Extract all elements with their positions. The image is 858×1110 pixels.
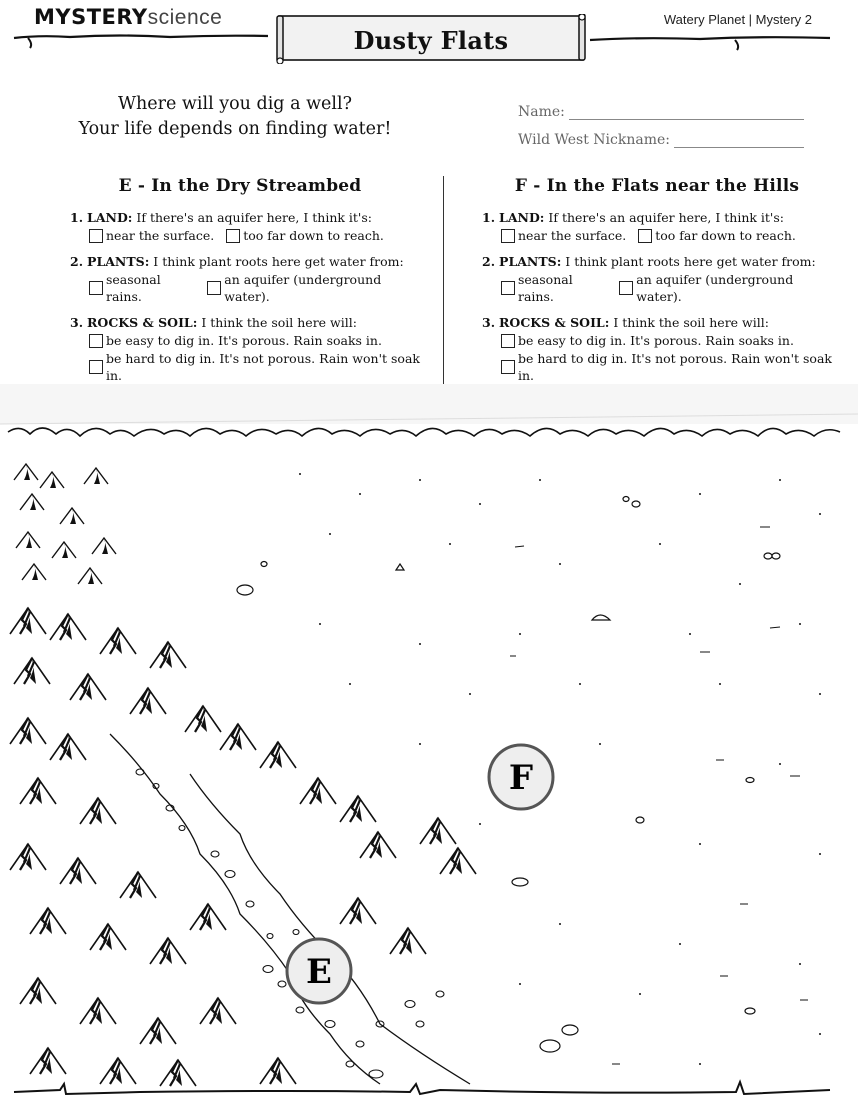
option-label: seasonal rains. — [518, 272, 573, 304]
option-label: be hard to dig in. It's not porous. Rain won't soak in. — [106, 350, 420, 383]
question-text: I think the soil here will: — [613, 315, 769, 330]
option-checkbox[interactable] — [638, 227, 796, 244]
question-number: 1. — [482, 210, 496, 225]
option-label: be easy to dig in. It's porous. Rain soaks in. — [106, 333, 382, 348]
checkbox[interactable] — [89, 360, 103, 374]
question-key: PLANTS: — [87, 254, 150, 269]
dusty-flats-map — [0, 384, 858, 1110]
question-plants — [70, 253, 420, 305]
option-checkbox[interactable] — [89, 271, 195, 305]
dry-streambed — [110, 734, 470, 1084]
checkbox[interactable] — [89, 334, 103, 348]
logo-bold-text: MYSTERY — [34, 5, 148, 29]
option-label: near the surface. — [106, 228, 215, 243]
question-number: 3. — [70, 315, 84, 330]
question-text: I think plant roots here get water from: — [153, 254, 404, 269]
question-key: LAND: — [499, 210, 545, 225]
logo-light-text: science — [147, 6, 223, 29]
question-number: 2. — [482, 254, 496, 269]
ground-specks — [299, 473, 821, 1065]
horizon-hills — [8, 428, 840, 436]
prompt — [40, 92, 430, 142]
marker-f[interactable] — [489, 745, 553, 809]
option-checkbox[interactable] — [207, 271, 420, 305]
ground-line — [14, 1082, 830, 1094]
option-label: seasonal rains. — [106, 272, 161, 304]
unit-label: Watery Planet | Mystery 2 — [663, 12, 812, 27]
question-number: 1. — [70, 210, 84, 225]
question-text: I think the soil here will: — [201, 315, 357, 330]
column-divider — [443, 176, 444, 390]
column-f-title: F - In the Flats near the Hills — [514, 176, 800, 196]
option-label: be easy to dig in. It's porous. Rain soaks in. — [518, 333, 794, 348]
name-label: Name: — [518, 104, 565, 120]
nickname-field[interactable] — [518, 120, 818, 148]
checkbox[interactable] — [501, 360, 515, 374]
name-blank[interactable] — [569, 103, 804, 120]
option-checkbox[interactable] — [501, 332, 832, 350]
checkbox[interactable] — [226, 229, 240, 243]
mountain-range — [10, 464, 476, 1086]
marker-e-label: E — [306, 952, 332, 992]
column-e-title: E - In the Dry Streambed — [118, 176, 362, 196]
option-label: too far down to reach. — [243, 228, 384, 243]
question-key: PLANTS: — [499, 254, 562, 269]
page-title: Dusty Flats — [353, 26, 509, 55]
nickname-label: Wild West Nickname: — [518, 132, 670, 148]
option-checkbox[interactable] — [501, 227, 626, 244]
question-land — [482, 209, 832, 244]
question-number: 3. — [482, 315, 496, 330]
checkbox[interactable] — [207, 281, 221, 295]
option-checkbox[interactable] — [501, 271, 607, 305]
checkbox[interactable] — [89, 281, 103, 295]
checkbox[interactable] — [501, 281, 515, 295]
checkbox[interactable] — [619, 281, 633, 295]
question-key: ROCKS & SOIL: — [87, 315, 198, 330]
question-text: If there's an aquifer here, I think it's: — [136, 210, 372, 225]
checkbox[interactable] — [501, 334, 515, 348]
question-plants — [482, 253, 832, 305]
map-top-band — [0, 384, 858, 424]
option-checkbox[interactable] — [619, 271, 832, 305]
question-number: 2. — [70, 254, 84, 269]
option-checkbox[interactable] — [89, 332, 420, 350]
name-field[interactable] — [518, 92, 818, 120]
option-label: be hard to dig in. It's not porous. Rain won't soak in. — [518, 350, 832, 383]
marker-f-label: F — [508, 758, 534, 798]
option-checkbox[interactable] — [89, 227, 214, 244]
question-text: I think plant roots here get water from: — [565, 254, 816, 269]
question-land — [70, 209, 420, 244]
option-checkbox[interactable] — [501, 350, 832, 385]
checkbox[interactable] — [89, 229, 103, 243]
ground-dashes — [510, 527, 808, 1064]
marker-e[interactable] — [287, 939, 351, 1003]
checkbox[interactable] — [638, 229, 652, 243]
option-label: near the surface. — [518, 228, 627, 243]
option-label: an aquifer (underground water). — [636, 272, 794, 304]
question-text: If there's an aquifer here, I think it's: — [548, 210, 784, 225]
prompt-line-1: Where will you dig a well? — [118, 94, 352, 114]
option-label: an aquifer (underground water). — [224, 272, 382, 304]
nickname-blank[interactable] — [674, 131, 804, 148]
question-key: ROCKS & SOIL: — [499, 315, 610, 330]
student-fields — [518, 92, 818, 148]
checkbox[interactable] — [501, 229, 515, 243]
option-checkbox[interactable] — [89, 350, 420, 385]
option-checkbox[interactable] — [226, 227, 384, 244]
question-key: LAND: — [87, 210, 133, 225]
option-label: too far down to reach. — [655, 228, 796, 243]
prompt-line-2: Your life depends on finding water! — [78, 119, 392, 139]
